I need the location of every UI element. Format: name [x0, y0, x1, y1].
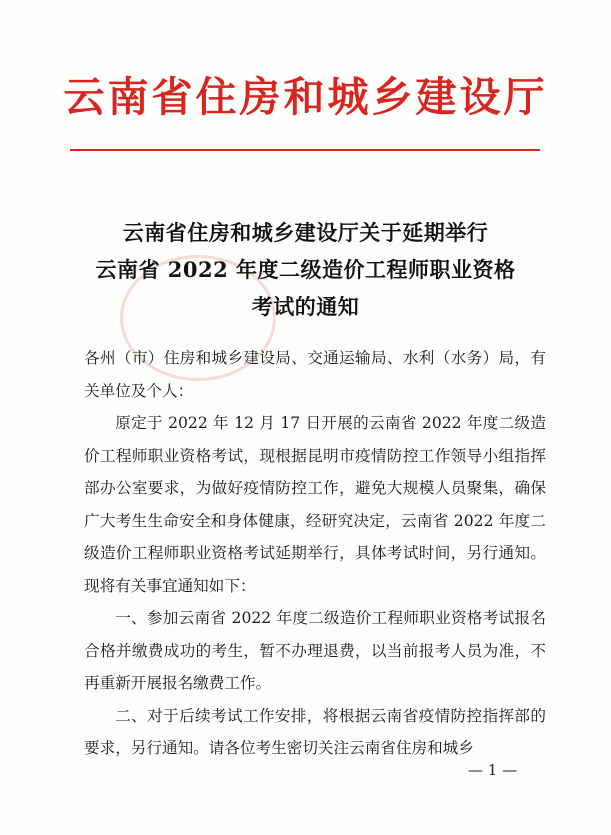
page-number: — 1 — — [468, 761, 518, 779]
salutation: 各州（市）住房和城乡建设局、交通运输局、水利（水务）局，有关单位及个人： — [84, 349, 546, 400]
document-title-line-1: 云南省住房和城乡建设厅关于延期举行 — [122, 220, 489, 245]
issuing-organization-header: 云南省住房和城乡建设厅 — [63, 73, 548, 121]
body-paragraph-1: 原定于 2022 年 12 月 17 日开展的云南省 2022 年度二级造价工程师职业资格考试，现根据昆明市疫情防控工作领导小组指挥部办公室要求，为做好疫情防控工作，避免大规模人员聚集，确保广大考生生命安全和身体健康，经研究决定，云南省 2022 年度二级造价工程师职业资格考试延期举行，具体考试时间，另行通知。现将有关事宜通知如下： — [84, 414, 546, 595]
body-paragraph-2: 一、参加云南省 2022 年度二级造价工程师职业资格考试报名合格并缴费成功的考生，暂不办理退费，以当前报考人员为准，不再重新开展报名缴费工作。 — [84, 609, 546, 692]
body-paragraph-3: 二、对于后续考试工作安排，将根据云南省疫情防控指挥部的要求，另行通知。请各位考生密切关注云南省住房和城乡 — [84, 706, 546, 757]
red-divider-line — [70, 149, 540, 151]
document-title-line-3: 考试的通知 — [251, 294, 360, 319]
document-body — [84, 342, 546, 765]
document-title-line-2: 云南省 2022 年度二级造价工程师职业资格 — [95, 257, 516, 282]
